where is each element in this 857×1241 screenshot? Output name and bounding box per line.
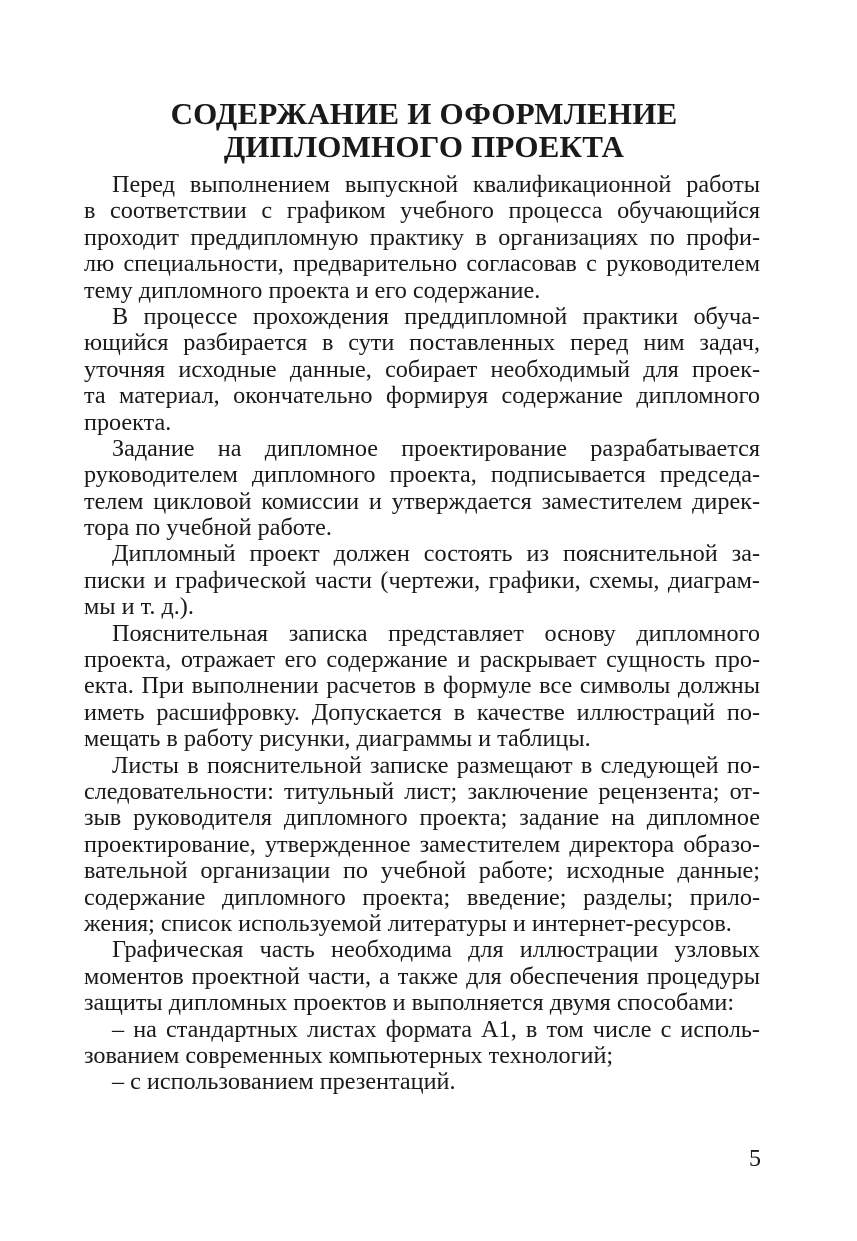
title-line-2: ДИПЛОМНОГО ПРОЕКТА [223, 129, 625, 164]
title-line-1: СОДЕРЖАНИЕ И ОФОРМЛЕНИЕ [170, 96, 678, 131]
text-line: мещать в работу рисунки, диаграммы и таблицы. [84, 725, 591, 753]
text-line: тора по учебной работе. [84, 514, 332, 542]
text-line: руководителем дипломного проекта, подписывается председа- [84, 461, 760, 489]
text-line: тему дипломного проекта и его содержание. [84, 276, 541, 304]
text-line: Перед выполнением выпускной квалификационной работы [112, 171, 760, 198]
text-line: содержание дипломного проекта; введение; разделы; прило- [84, 883, 760, 911]
text-line: проекта. [84, 408, 172, 436]
page-number: 5 [749, 1146, 761, 1172]
text-line: в соответствии с графиком учебного процесса обучающийся [84, 197, 760, 225]
text-line: уточняя исходные данные, собирает необходимый для проек- [84, 355, 760, 383]
paragraph [84, 1017, 760, 1070]
paragraph [84, 937, 760, 1016]
text-line: Пояснительная записка представляет основу дипломного [112, 619, 760, 647]
text-line: моментов проектной части, а также для обеспечения процедуры [84, 962, 760, 990]
text-line: иметь расшифровку. Допускается в качестве иллюстраций по- [84, 698, 760, 726]
text-line: проекта, отражает его содержание и раскрывает сущность про- [84, 646, 760, 674]
document-body [84, 172, 760, 1096]
text-line: лю специальности, предварительно согласовав с руководителем [84, 250, 760, 278]
text-line: Графическая часть необходима для иллюстрации узловых [112, 936, 760, 964]
paragraph [84, 753, 760, 938]
text-line: та материал, окончательно формируя содержание дипломного [84, 382, 760, 410]
page-title [84, 97, 764, 163]
paragraph [84, 621, 760, 753]
text-line: писки и графической части (чертежи, графики, схемы, диаграм- [84, 566, 760, 594]
paragraph [84, 436, 760, 542]
text-line: В процессе прохождения преддипломной практики обуча- [112, 302, 760, 330]
text-line: следовательности: титульный лист; заключение рецензента; от- [84, 777, 760, 805]
text-line: зованием современных компьютерных технологий; [84, 1041, 614, 1069]
paragraph [84, 541, 760, 620]
text-line: вательной организации по учебной работе; исходные данные; [84, 857, 760, 885]
text-line: екта. При выполнении расчетов в формуле все символы должны [84, 672, 760, 700]
text-line: защиты дипломных проектов и выполняется двумя способами: [84, 989, 735, 1017]
text-line: зыв руководителя дипломного проекта; задание на дипломное [84, 804, 760, 832]
text-line: мы и т. д.). [84, 593, 194, 621]
text-line: Дипломный проект должен состоять из пояснительной за- [112, 540, 760, 568]
text-line: телем цикловой комиссии и утверждается заместителем дирек- [84, 487, 760, 515]
text-line: Листы в пояснительной записке размещают в следующей по- [112, 751, 760, 779]
paragraph [84, 304, 760, 436]
text-line: жения; список используемой литературы и интернет-ресурсов. [84, 909, 732, 937]
paragraph [84, 172, 760, 304]
paragraph [84, 1069, 760, 1095]
text-line: ющийся разбирается в сути поставленных перед ним задач, [84, 329, 760, 357]
text-line: – на стандартных листах формата А1, в том числе с исполь- [112, 1015, 760, 1043]
text-line: Задание на дипломное проектирование разрабатывается [112, 434, 760, 462]
text-line: – с использованием презентаций. [112, 1068, 456, 1096]
text-line: проектирование, утвержденное заместителем директора образо- [84, 830, 760, 858]
text-line: проходит преддипломную практику в организациях по профи- [84, 223, 760, 251]
